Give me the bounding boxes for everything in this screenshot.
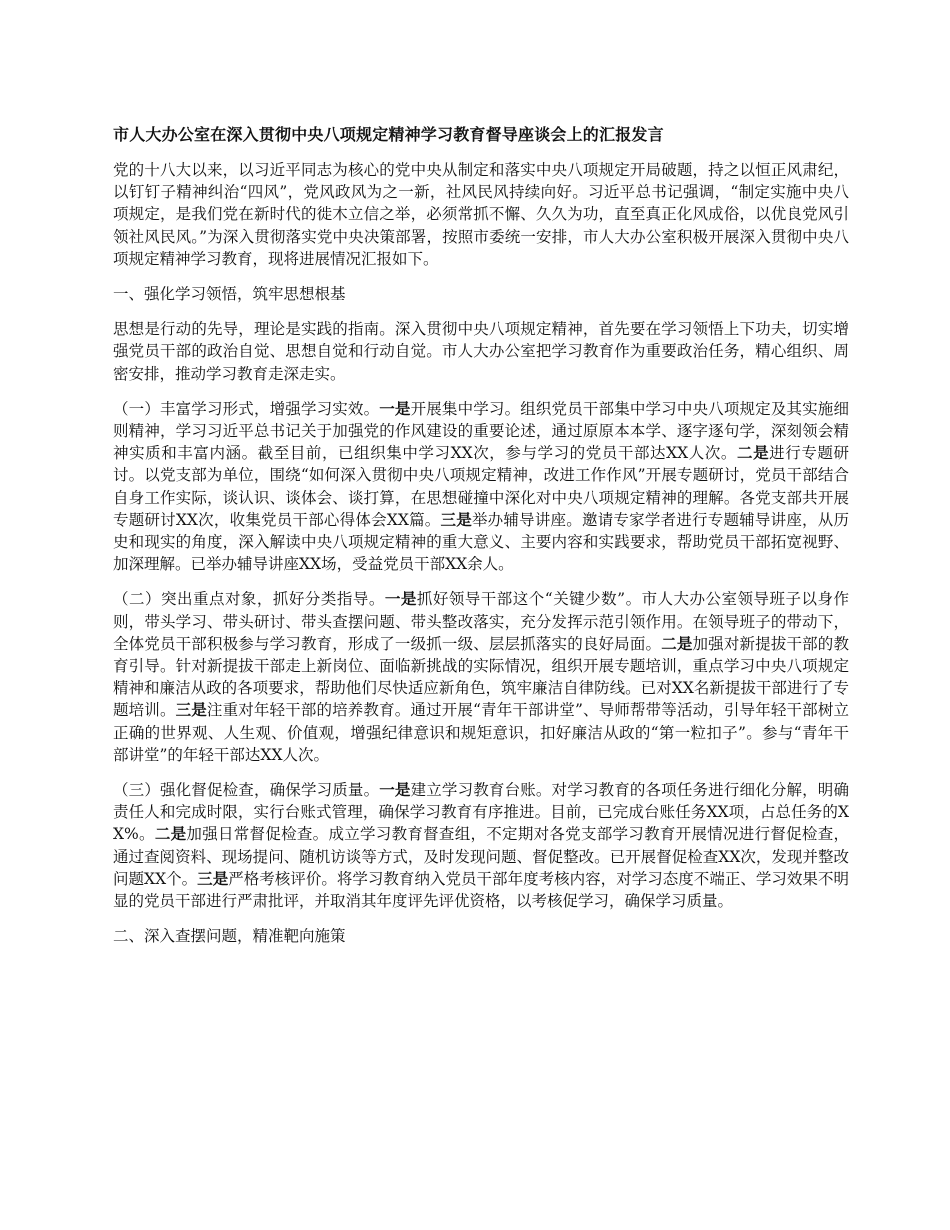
document-title: 市人大办公室在深入贯彻中央八项规定精神学习教育督导座谈会上的汇报发言: [113, 125, 664, 144]
point-1-text: 开展集中学习。组织党员干部集中学习中央八项规定及其实施细则精神，学习习近平总书记关于加强党的作风建设的重要论述，通过原原本本学、逐字逐句学，深刻领会精神实质和丰富内涵。截至目前，已组织集中学习XX次，参与学习的党员干部达XX人次。: [113, 399, 849, 463]
document-page: [113, 124, 849, 961]
point-2-text: 加强日常督促检查。成立学习教育督查组，不定期对各党支部学习教育开展情况进行督促检查，通过查阅资料、现场提问、随机访谈等方式，及时发现问题、督促整改。已开展督促检查XX次，发现并整改问题XX个。: [113, 825, 849, 888]
point-1-keyword: 一是: [379, 398, 411, 418]
subsection-2-paragraph: [113, 588, 849, 766]
point-3-keyword: 三是: [197, 868, 229, 888]
point-3-keyword: 三是: [440, 509, 472, 529]
section-1-intro: 思想是行动的先导，理论是实践的指南。深入贯彻中央八项规定精神，首先要在学习领悟上下功夫，切实增强党员干部的政治自觉、思想自觉和行动自觉。市人大办公室把学习教育作为重要政治任务，精心组织、周密安排，推动学习教育走深走实。: [113, 320, 849, 383]
point-1-text: 建立学习教育台账。对学习教育的各项任务进行细化分解，明确责任人和完成时限，实行台账式管理，确保学习教育有序推进。目前，已完成台账任务XX项，占总任务的XX%。: [113, 781, 849, 844]
point-1-text: 抓好领导干部这个“关键少数”。市人大办公室领导班子以身作则，带头学习、带头研讨、带头查摆问题、带头整改落实，充分发挥示范引领作用。在领导班子的带动下，全体党员干部积极参与学习教育，形成了一级抓一级、层层抓落实的良好局面。: [113, 590, 849, 653]
point-3-keyword: 三是: [175, 700, 207, 720]
subsection-1-paragraph: [113, 398, 849, 576]
section-1-heading: 一、强化学习领悟，筑牢思想根基: [113, 285, 346, 304]
subsection-2-lead: （二）突出重点对象，抓好分类指导。: [113, 590, 385, 609]
point-3-text: 严格考核评价。将学习教育纳入党员干部年度考核内容，对学习态度不端正、学习效果不明显的党员干部进行严肃批评，并取消其年度评先评优资格，以考核促学习，确保学习质量。: [113, 869, 849, 911]
point-3-text: 举办辅导讲座。邀请专家学者进行专题辅导讲座，从历史和现实的角度，深入解读中央八项规定精神的重大意义、主要内容和实践要求，帮助党员干部拓宽视野、加深理解。已举办辅导讲座XX场，受益党员干部XX余人。: [113, 510, 849, 574]
point-1-keyword: 一是: [384, 589, 417, 609]
point-1-keyword: 一是: [379, 780, 411, 800]
point-2-keyword: 二是: [661, 633, 693, 653]
point-2-text: 进行专题研讨。以党支部为单位，围绕“如何深入贯彻中央八项规定精神，改进工作作风”开展专题研讨，党员干部结合自身工作实际，谈认识、谈体会、谈打算，在思想碰撞中深化对中央八项规定精神的理解。各党支部共开展专题研讨XX次，收集党员干部心得体会XX篇。: [113, 444, 849, 529]
point-2-keyword: 二是: [154, 824, 187, 844]
point-2-keyword: 二是: [737, 443, 770, 463]
subsection-3-lead: （三）强化督促检查，确保学习质量。: [113, 781, 380, 800]
section-2-heading: 二、深入查摆问题，精准靶向施策: [113, 927, 346, 946]
subsection-1-lead: （一）丰富学习形式，增强学习实效。: [113, 399, 380, 418]
intro-paragraph: 党的十八大以来，以习近平同志为核心的党中央从制定和落实中央八项规定开局破题，持之以恒正风肃纪，以钉钉子精神纠治“四风”，党风政风为之一新，社风民风持续向好。习近平总书记强调，“制定实施中央八项规定，是我们党在新时代的徙木立信之举，必须常抓不懈、久久为功，直至真正化风成俗，以优良党风引领社风民风。”为深入贯彻落实党中央决策部署，按照市委统一安排，市人大办公室积极开展深入贯彻中央八项规定精神学习教育，现将进展情况汇报如下。: [113, 161, 849, 268]
point-2-text: 加强对新提拔干部的教育引导。针对新提拔干部走上新岗位、面临新挑战的实际情况，组织开展专题培训，重点学习中央八项规定精神和廉洁从政的各项要求，帮助他们尽快适应新角色，筑牢廉洁自律防线。已对XX名新提拔干部进行了专题培训。: [113, 634, 849, 720]
subsection-3-paragraph: [113, 779, 849, 912]
point-3-text: 注重对年轻干部的培养教育。通过开展“青年干部讲堂”、导师帮带等活动，引导年轻干部树立正确的世界观、人生观、价值观，增强纪律意识和规矩意识，扣好廉洁从政的“第一粒扣子”。参与“青年干部讲堂”的年轻干部达XX人次。: [113, 701, 849, 764]
